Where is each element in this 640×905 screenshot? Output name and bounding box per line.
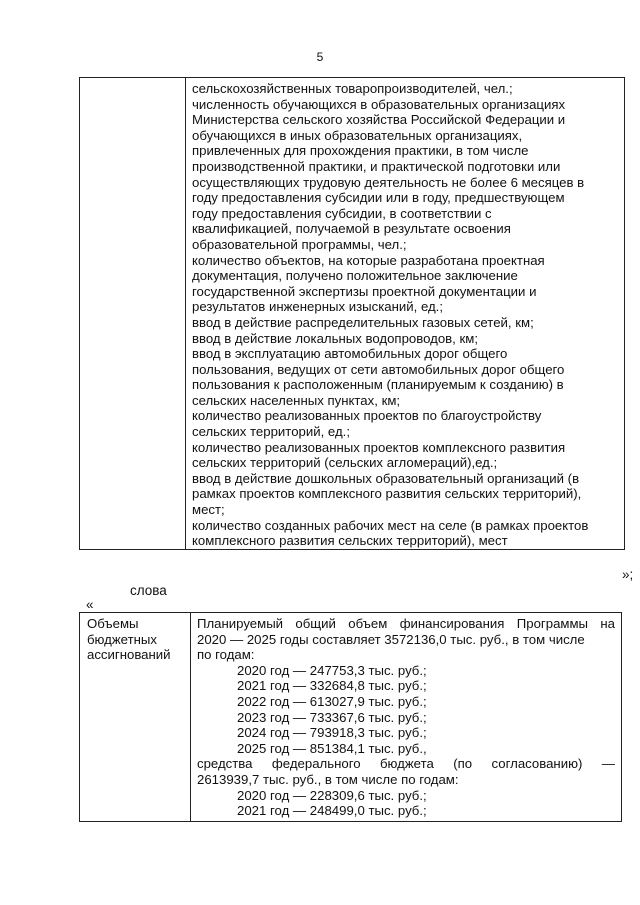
budget-table <box>79 612 622 822</box>
word-slova: слова <box>130 583 167 598</box>
indicator-line: рамках проектов комплексного развития сельских территорий), <box>192 486 582 502</box>
indicator-line: году предоставления субсидии, в соответствии с <box>192 205 492 221</box>
indicator-line: ввод в действие распределительных газовых сетей, км; <box>192 314 534 330</box>
indicator-line: пользования, ведущих от сети автомобильных дорог общего <box>192 361 565 377</box>
indicator-line: государственной экспертизы проектной документации и <box>192 283 537 299</box>
text-line: по годам: <box>197 647 255 663</box>
budget-content-cell <box>191 613 622 822</box>
label-line: ассигнований <box>87 647 171 663</box>
indicators-table <box>79 77 625 550</box>
year-line: 2025 год — 851384,1 тыс. руб., <box>237 740 427 756</box>
indicator-line: документация, получено положительное заключение <box>192 268 518 284</box>
indicator-line: численность обучающихся в образовательных организациях <box>192 96 566 112</box>
year-line: 2020 год — 247753,3 тыс. руб.; <box>237 662 427 678</box>
text-line: средства федерального бюджета (по согласованию) — <box>197 756 615 772</box>
year-line: 2023 год — 733367,6 тыс. руб.; <box>237 709 427 725</box>
year-line: 2022 год — 613027,9 тыс. руб.; <box>237 693 427 709</box>
indicator-line: Министерства сельского хозяйства Российской Федерации и <box>192 112 566 128</box>
indicator-line: году предоставления субсидии или в году, предшествующем <box>192 190 565 206</box>
indicator-line: пользования к расположенным (планируемым к созданию) в <box>192 377 564 393</box>
text-line: 2020 — 2025 годы составляет 3572136,0 тыс. руб., в том числе <box>197 631 585 647</box>
empty-left-cell <box>80 78 186 550</box>
indicator-line: осуществляющих трудовую деятельность не более 6 месяцев в <box>192 174 585 190</box>
indicator-line: образовательной программы, чел.; <box>192 236 407 252</box>
year-line: 2020 год — 228309,6 тыс. руб.; <box>237 787 427 803</box>
label-line: бюджетных <box>87 631 157 647</box>
indicator-line: ввод в действие локальных водопроводов, км; <box>192 330 478 346</box>
text-line: Планируемый общий объем финансирования Программы на <box>197 616 615 631</box>
opening-quote: « <box>86 597 94 612</box>
indicator-line: количество созданных рабочих мест на селе (в рамках проектов <box>192 517 589 533</box>
indicator-line: мест; <box>192 502 225 518</box>
indicator-line: сельскохозяйственных товаропроизводителей, чел.; <box>192 81 513 96</box>
indicator-line: ввод в эксплуатацию автомобильных дорог общего <box>192 346 508 362</box>
indicator-line: обучающихся в иных образовательных организациях, <box>192 127 523 143</box>
indicator-line: производственной практики, и практической подготовки или <box>192 158 561 174</box>
indicator-line: привлеченных для прохождения практики, в том числе <box>192 143 529 159</box>
indicators-cell <box>186 78 625 550</box>
indicator-line: количество объектов, на которые разработана проектная <box>192 252 545 268</box>
year-line: 2021 год — 248499,0 тыс. руб.; <box>237 803 427 819</box>
indicator-line: сельских территорий (сельских агломераций),ед.; <box>192 455 498 471</box>
table-row <box>80 613 622 822</box>
indicator-line: квалификацией, получаемой в результате освоения <box>192 221 511 237</box>
year-line: 2021 год — 332684,8 тыс. руб.; <box>237 678 427 694</box>
indicator-line: ввод в действие дошкольных образовательный организаций (в <box>192 470 580 486</box>
year-line: 2024 год — 793918,3 тыс. руб.; <box>237 725 427 741</box>
label-line: Объемы <box>87 616 139 631</box>
indicator-line: сельских территорий, ед.; <box>192 424 350 440</box>
closing-quote: »; <box>622 567 634 582</box>
indicator-line: количество реализованных проектов по благоустройству <box>192 408 542 424</box>
indicator-line: сельских населенных пунктах, км; <box>192 392 401 408</box>
indicator-line: комплексного развития сельских территорий), мест <box>192 533 508 549</box>
page-number: 5 <box>316 50 324 64</box>
budget-label-cell <box>80 613 191 822</box>
text-line: 2613939,7 тыс. руб., в том числе по годам: <box>197 771 459 787</box>
indicator-line: количество реализованных проектов комплексного развития <box>192 439 566 455</box>
indicator-line: результатов инженерных изысканий, ед.; <box>192 299 444 315</box>
table-row <box>80 78 625 550</box>
